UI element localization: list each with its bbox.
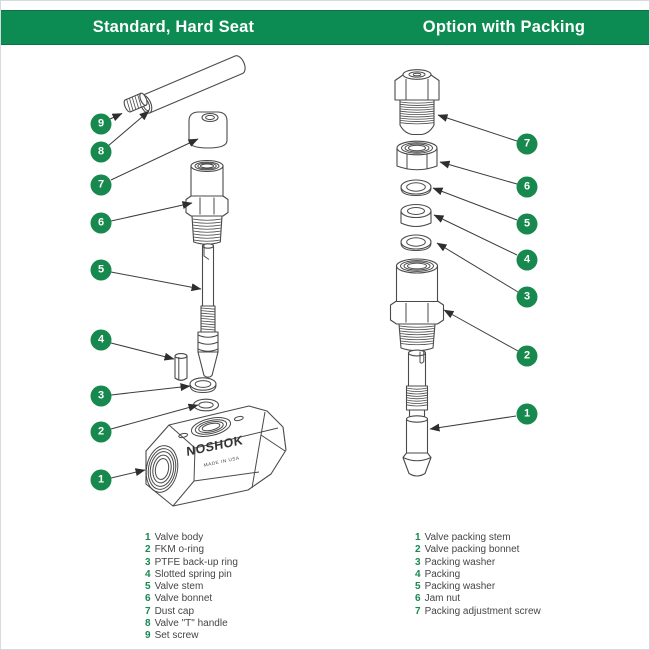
callout-left-1: 1	[91, 470, 112, 491]
legend-item-label: Jam nut	[424, 593, 461, 605]
legend-item	[415, 532, 541, 544]
legend-item-label: Valve packing stem	[424, 532, 511, 543]
legend-item	[415, 593, 541, 605]
legend-item-number: 2	[145, 544, 151, 556]
right-section-title: Option with Packing	[422, 18, 586, 36]
packing-drawing	[401, 205, 431, 227]
legend-item-number: 4	[145, 568, 151, 580]
legend-item-number: 4	[415, 568, 421, 580]
legend-item-label: PTFE back-up ring	[154, 556, 238, 568]
legend-item-label: Packing adjustment screw	[424, 605, 541, 617]
valve-body-drawing	[143, 406, 286, 506]
packing-stem-drawing	[403, 350, 431, 476]
callout-left-8: 8	[91, 142, 112, 163]
callout-right-6: 6	[517, 177, 538, 198]
legend-item-number: 2	[415, 544, 421, 556]
legend-item-label: Valve stem	[154, 581, 204, 593]
legend-item-label: Valve bonnet	[154, 593, 213, 605]
callout-left-2: 2	[91, 422, 112, 443]
legend-item-number: 6	[145, 593, 151, 605]
legend-item-number: 6	[415, 593, 421, 605]
legend-item	[415, 606, 541, 618]
valve-body-origin: MADE IN USA	[203, 455, 241, 468]
legend-item-label: Slotted spring pin	[154, 568, 232, 580]
legend-item-label: Valve body	[154, 532, 204, 543]
callout-left-6: 6	[91, 213, 112, 234]
valve-stem-drawing	[198, 244, 218, 377]
leader-lines	[108, 111, 518, 478]
valve-body-logo: NOSHOK	[185, 432, 244, 460]
spring-pin-drawing	[175, 354, 187, 381]
legend-item	[415, 557, 541, 569]
legend-item-label: Packing washer	[424, 581, 496, 593]
legend-item-label: Packing washer	[424, 556, 496, 568]
callout-left-3: 3	[91, 386, 112, 407]
legend-item-number: 5	[145, 581, 151, 593]
legend-item	[145, 569, 238, 581]
legend-item	[415, 544, 541, 556]
legend-item	[145, 544, 238, 556]
legend-item-label: FKM o-ring	[154, 544, 205, 556]
dust-cap-drawing	[189, 112, 227, 148]
legend-item	[145, 581, 238, 593]
legend-item	[145, 630, 238, 642]
legend-item-label: Valve packing bonnet	[424, 544, 520, 556]
callout-right-7: 7	[517, 134, 538, 155]
legend-item-number: 7	[415, 605, 421, 617]
legend-item-number: 7	[145, 605, 151, 617]
backup-ring-drawing	[190, 378, 216, 393]
exploded-view-diagram	[1, 1, 650, 650]
callout-right-5: 5	[517, 214, 538, 235]
legend-item-label: Valve "T" handle	[154, 618, 228, 630]
legend-item-label: Set screw	[154, 630, 199, 642]
callout-left-7: 7	[91, 175, 112, 196]
legend-item	[145, 618, 238, 630]
callout-right-3: 3	[517, 287, 538, 308]
legend-item	[415, 581, 541, 593]
legend-packing	[415, 532, 541, 618]
left-section-title: Standard, Hard Seat	[92, 18, 255, 36]
legend-item-label: Dust cap	[154, 605, 195, 617]
legend-item-number: 5	[415, 581, 421, 593]
legend-item-number: 9	[145, 630, 151, 642]
callout-left-9: 9	[91, 114, 112, 135]
t-handle-drawing	[138, 54, 248, 115]
legend-item-label: Packing	[424, 568, 461, 580]
callout-left-4: 4	[91, 330, 112, 351]
legend-item	[415, 569, 541, 581]
legend-item	[145, 593, 238, 605]
legend-item	[145, 606, 238, 618]
jam-nut-drawing	[397, 141, 437, 170]
legend-item	[145, 532, 238, 544]
valve-bonnet-drawing	[186, 161, 228, 245]
legend-item-number: 8	[145, 618, 151, 630]
callout-right-2: 2	[517, 346, 538, 367]
callout-left-5: 5	[91, 260, 112, 281]
packing-washer-upper-drawing	[401, 180, 431, 196]
legend-standard	[145, 532, 238, 643]
legend-item-number: 1	[415, 532, 421, 543]
callout-right-1: 1	[517, 404, 538, 425]
legend-item-number: 1	[145, 532, 151, 543]
legend-item	[145, 557, 238, 569]
legend-item-number: 3	[415, 556, 421, 568]
packing-washer-lower-drawing	[401, 235, 431, 251]
callout-right-4: 4	[517, 250, 538, 271]
legend-item-number: 3	[145, 556, 151, 568]
packing-adjustment-screw-drawing	[395, 70, 439, 135]
packing-bonnet-drawing	[391, 259, 444, 351]
